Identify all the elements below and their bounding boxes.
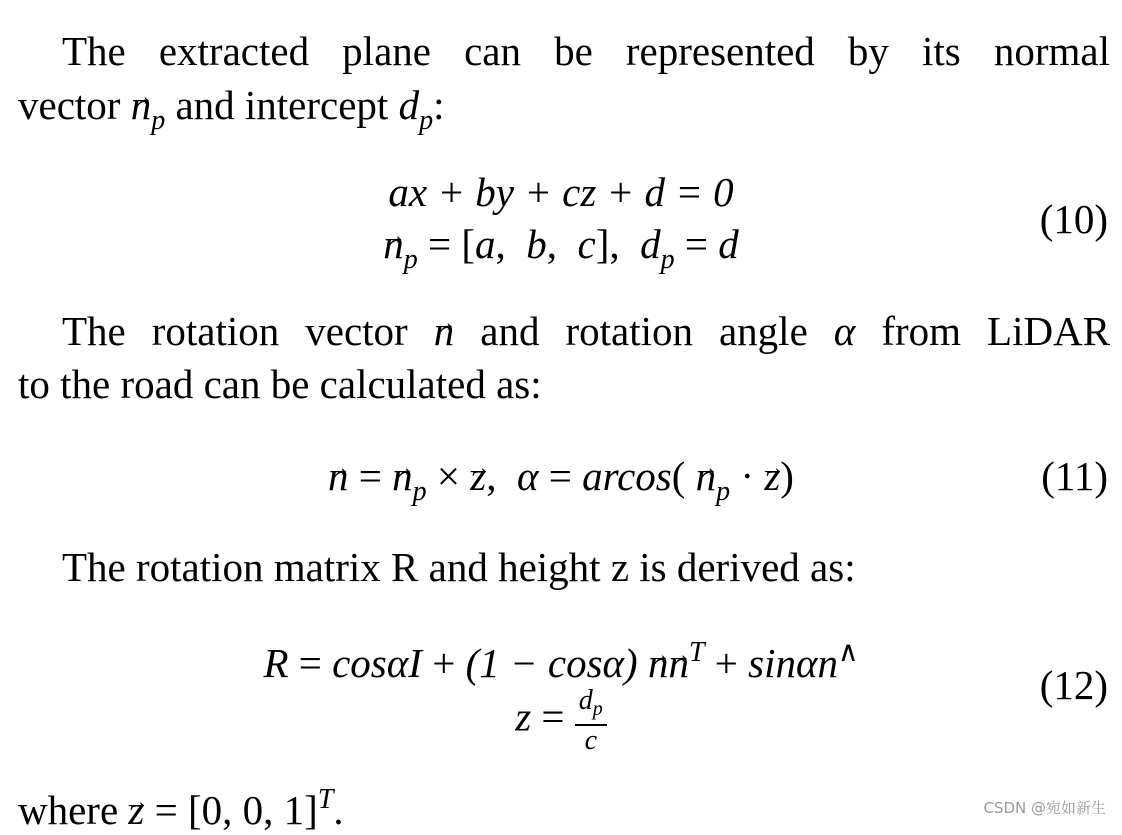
intercept-symbol: $d_p$ — [398, 82, 434, 136]
text-fragment: where — [18, 787, 119, 833]
text-fragment: and rotation angle — [480, 308, 808, 354]
text-fragment: to the road can be calculated as: — [18, 361, 542, 407]
equation-10-line2: → $n_p = [a$, b, c], $d_p = d$ — [0, 218, 1122, 286]
paragraph-line — [18, 306, 1110, 356]
watermark: CSDN @宛如新生 — [983, 799, 1106, 817]
equation-12-line2: z = $\frac{d_p}{c}$ — [0, 686, 1122, 756]
text-fragment: The rotation matrix R and height z is derived as: — [62, 544, 856, 590]
text-fragment: from LiDAR — [881, 308, 1111, 354]
z-vector-value: [0, 0, 1] — [188, 787, 318, 833]
paragraph-line — [18, 26, 1110, 76]
normal-vector-symbol: → $n_p$ — [131, 82, 166, 128]
equation-11: → n = → $n_p$ × → z, $\alpha = arcos( \to n_p$ · → z) — [0, 450, 1122, 518]
paragraph-line: where → z = [0, 0, 1]$^T$. — [18, 775, 1110, 835]
equation-12-line1: $R = \cos\alpha I + (1 - \cos\alpha) \to n\to n^T + \sin\alpha n^\wedge$ — [0, 627, 1122, 689]
equation-number-11: (11) — [1041, 453, 1108, 499]
text-fragment: vector — [18, 82, 121, 128]
equation-number-12: (12) — [1039, 662, 1108, 708]
text-fragment: and intercept — [175, 82, 389, 128]
text-fragment: The extracted plane can be represented by its normal — [62, 28, 1110, 74]
equation-number-10: (10) — [1039, 196, 1108, 242]
rotation-vector-symbol: → n — [434, 308, 455, 354]
paragraph-line: vector → $n_p$ and intercept $d_p$: — [18, 80, 1110, 146]
alpha-symbol: α — [833, 308, 856, 354]
text-fragment: The rotation vector — [62, 308, 408, 354]
paragraph-line — [18, 359, 1110, 409]
z-vector-symbol: → z — [128, 787, 144, 833]
paragraph-line — [18, 542, 1110, 592]
equation-10-line1: ax + by + cz + d = 0 — [388, 169, 734, 215]
